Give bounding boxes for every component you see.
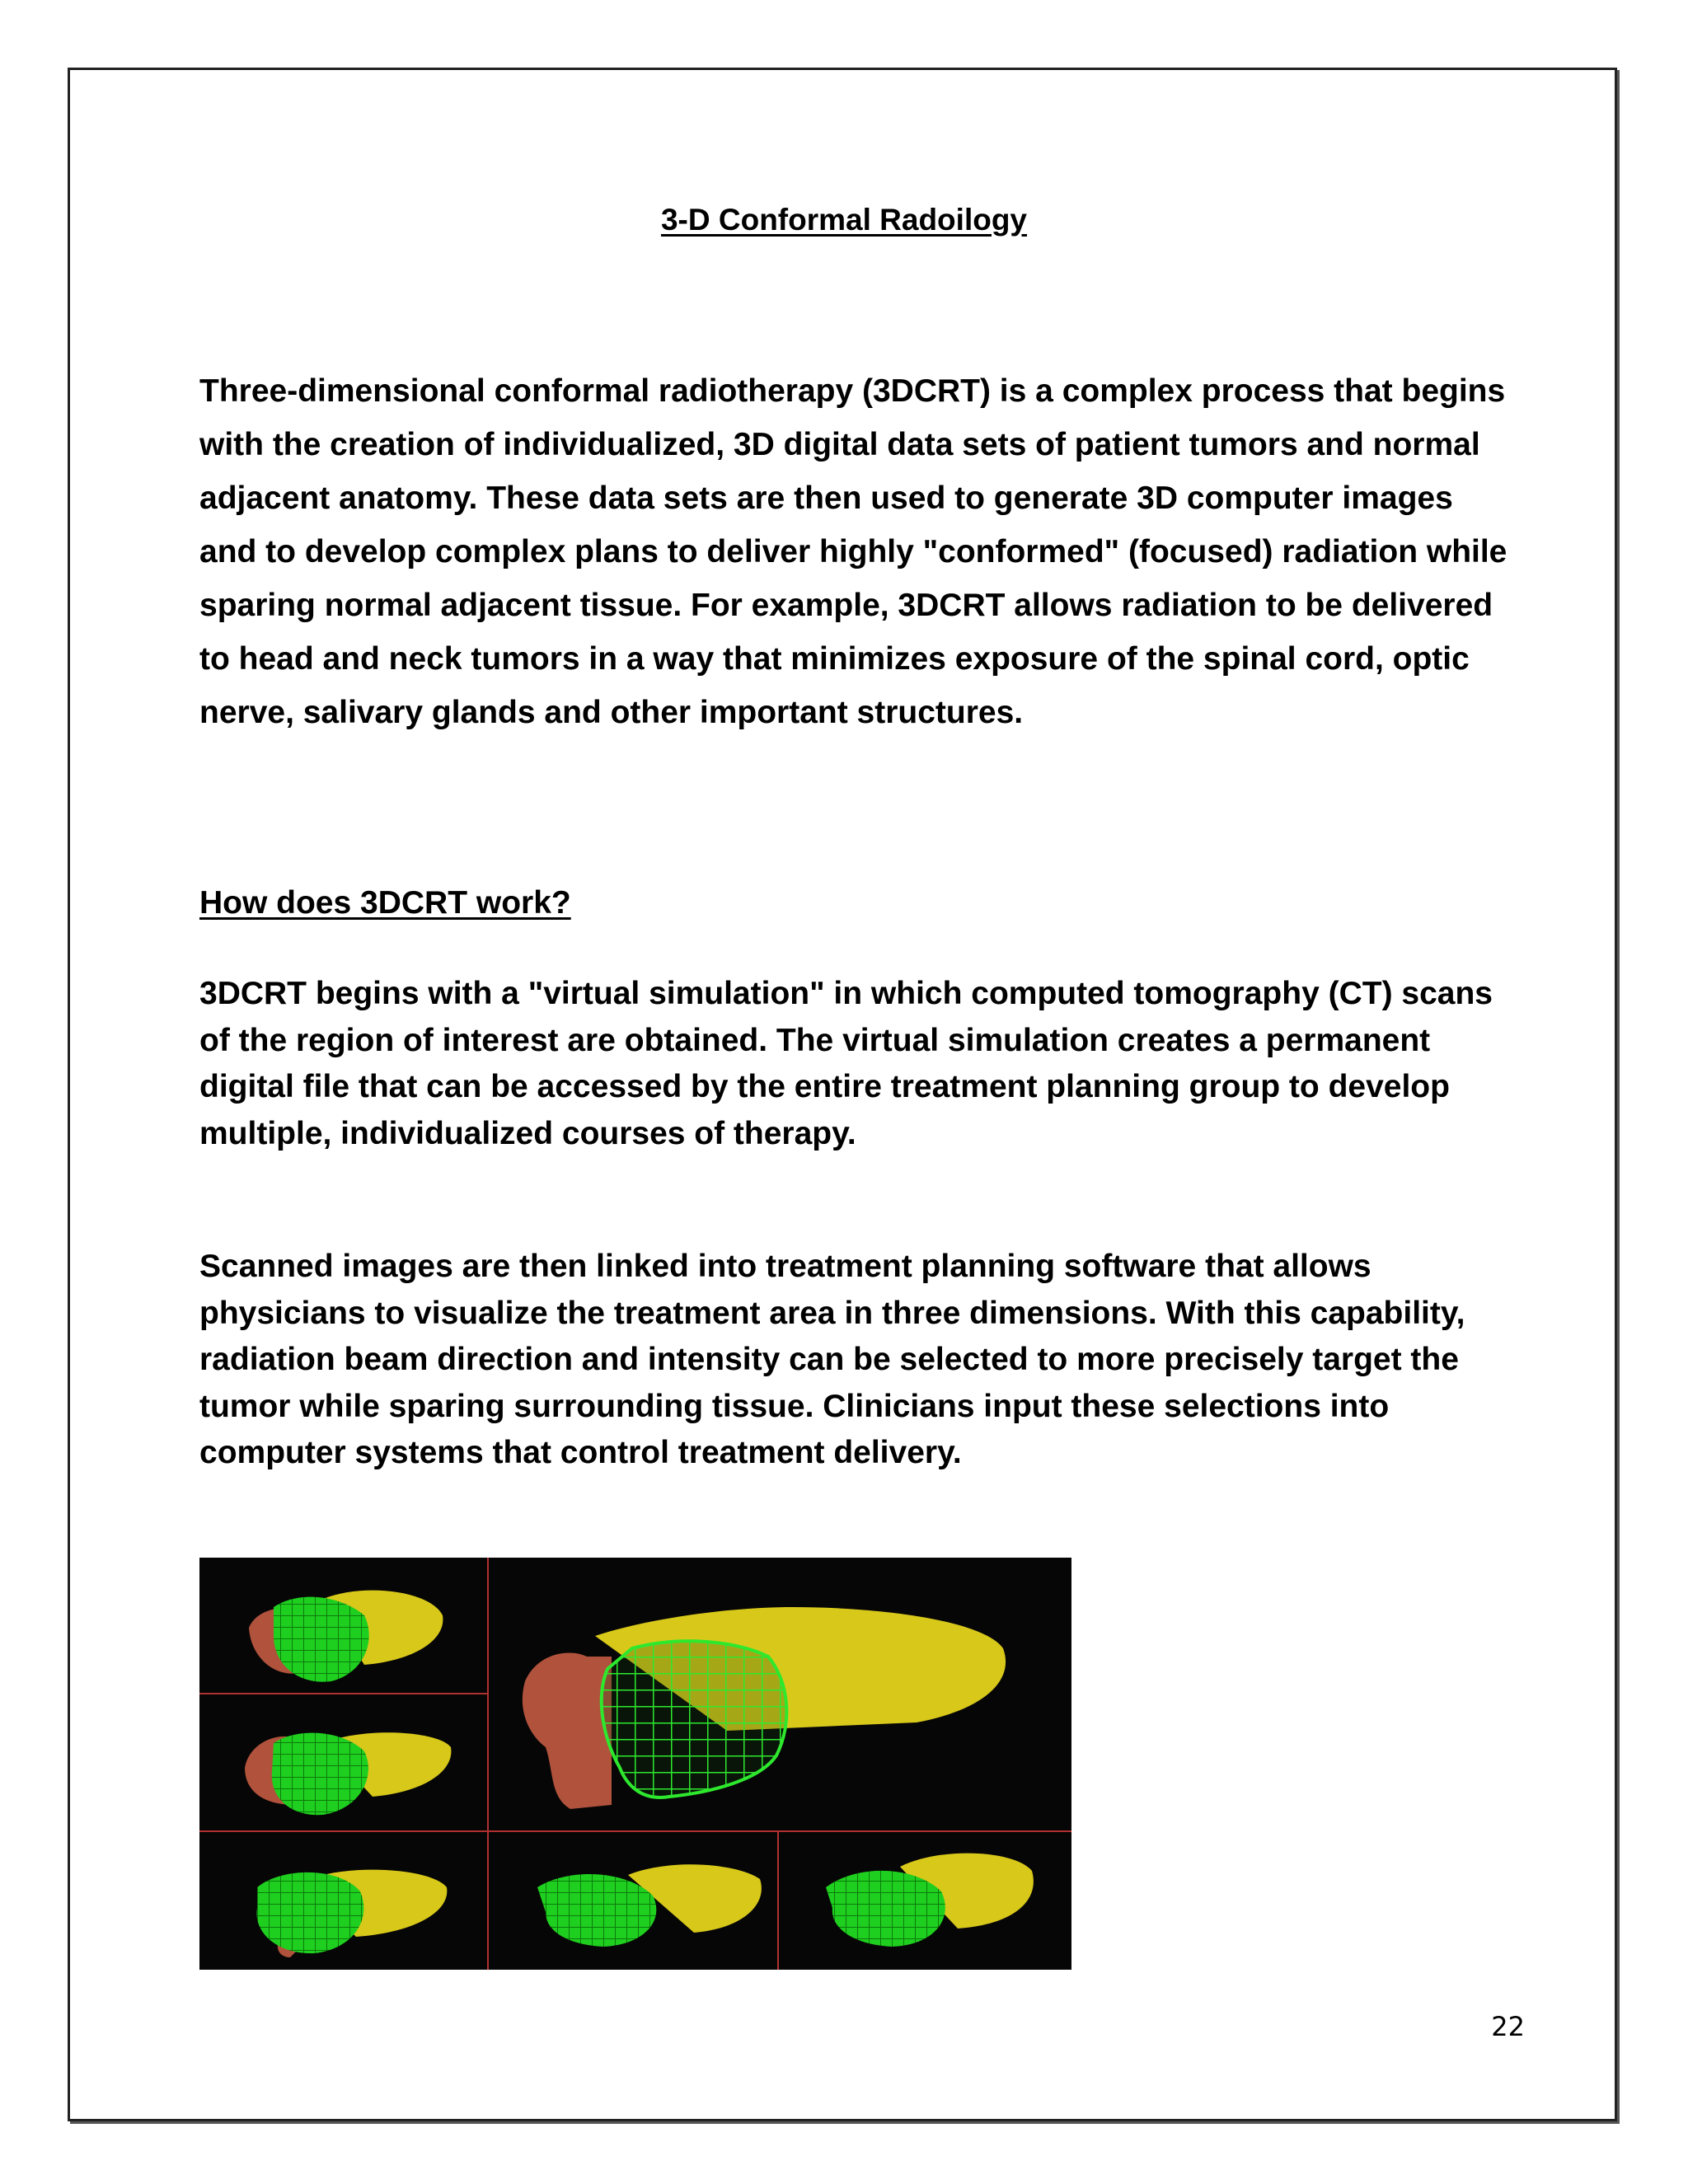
thumbnail-view-1 [249,1591,443,1682]
3dcrt-rendering-image [199,1558,1071,1970]
main-3d-view [523,1607,1006,1809]
page-number: 22 [1491,2011,1525,2042]
thumbnail-view-3 [256,1870,447,1957]
thumbnail-view-5 [826,1854,1034,1947]
intro-paragraph: Three-dimensional conformal radiotherapy (3DCRT) is a complex process that begins with the creation of individualized, 3D digital data sets of patient tumors and normal adjacent anatomy. These data sets are then used to generate 3D computer images and to develop complex plans to deliver highly "conformed" (focused) radiation while sparing normal adjacent tissue. For example, 3DCRT allows radiation to be delivered to head and neck tumors in a way that minimizes exposure of the spinal cord, optic nerve, salivary glands and other important structures. [199,373,1507,730]
thumbnail-view-2 [245,1732,451,1815]
document-title: 3-D Conformal Radoilogy [660,203,1028,237]
section-heading: How does 3DCRT work? [199,885,571,921]
treatment-planning-paragraph: Scanned images are then linked into treatment planning software that allows physicians to visualize the treatment area in three dimensions. With this capability, radiation beam direction and intensity can be selected to more precisely target the tumor while sparing surrounding tissue. Clinicians input these selections into computer systems that control treatment delivery. [199,1249,1465,1470]
virtual-simulation-paragraph: 3DCRT begins with a "virtual simulation" in which computed tomography (CT) scans of the region of interest are obtained. The virtual simulation creates a permanent digital file that can be accessed by the entire treatment planning group to develop multiple, individualized courses of therapy. [199,976,1493,1151]
thumbnail-view-4 [537,1864,762,1947]
